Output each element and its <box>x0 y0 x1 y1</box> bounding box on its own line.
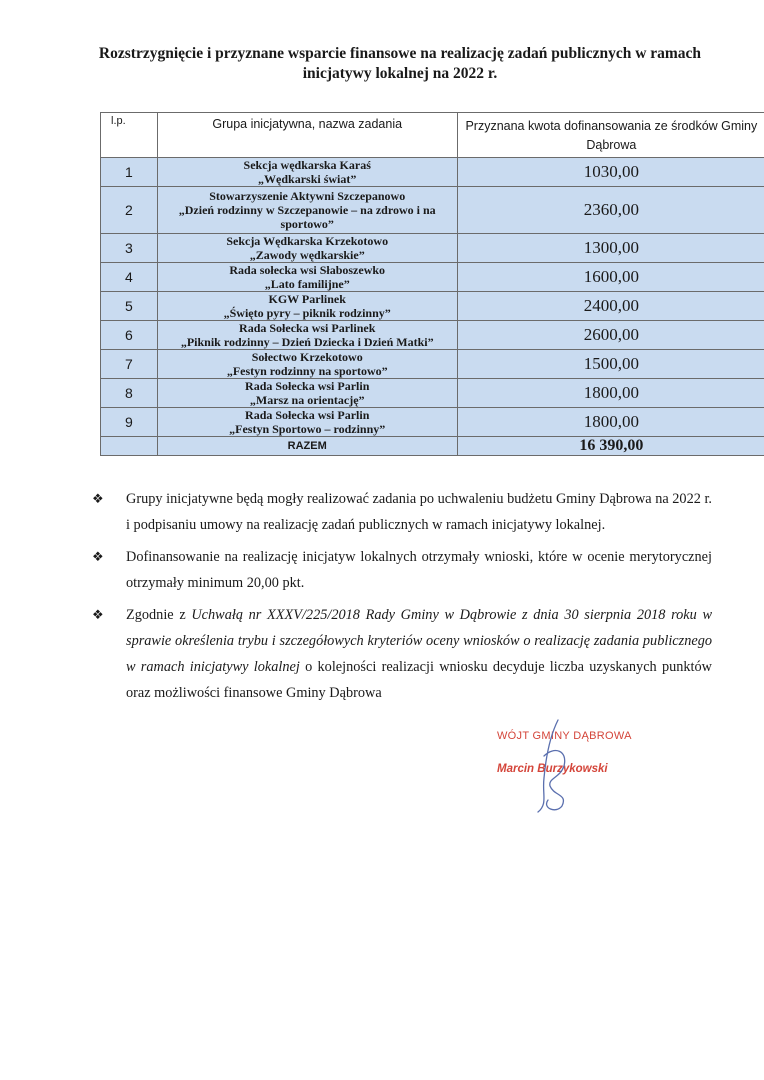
table-row <box>101 158 764 187</box>
row-task: „Festyn Sportowo – rodzinny” <box>229 422 386 436</box>
row-task: „Lato familijne” <box>264 277 350 291</box>
header-group-name: Grupa inicjatywna, nazwa zadania <box>157 113 457 158</box>
diamond-bullet-icon: ❖ <box>92 549 104 564</box>
row-group: Rada Sołecka wsi Parlin <box>245 379 370 393</box>
row-amount: 2400,00 <box>457 292 764 321</box>
table-row <box>101 379 764 408</box>
total-value: 16 390,00 <box>457 437 764 456</box>
notes-list <box>92 486 712 712</box>
note-text-suffix: o kolejności realizacji wniosku decyduje liczba uzyskanych punktów oraz możliwości finansowe Gminy Dąbrowa <box>126 659 713 701</box>
row-group-task <box>157 187 457 234</box>
table-row <box>101 234 764 263</box>
note-text-prefix: Zgodnie z <box>126 607 192 623</box>
header-amount: Przyznana kwota dofinansowania ze środków Gminy Dąbrowa <box>457 113 764 158</box>
row-group: Sołectwo Krzekotowo <box>251 350 363 364</box>
row-number: 9 <box>101 408 158 437</box>
row-amount: 1500,00 <box>457 350 764 379</box>
resolution-reference: Uchwałą nr XXXV/225/2018 Rady Gminy w Dąbrowie z dnia 30 sierpnia 2018 roku w sprawie określenia trybu i szczegółowych kryteriów oceny wniosków o realizację zadania publicznego w ramach inicjatywy lokalnej <box>126 607 712 675</box>
row-group: Rada Sołecka wsi Parlinek <box>239 321 376 335</box>
row-group: Stowarzyszenie Aktywni Szczepanowo <box>209 189 406 203</box>
row-task: „Dzień rodzinny w Szczepanowie – na zdrowo i na sportowo” <box>178 203 436 231</box>
table-row <box>101 350 764 379</box>
row-amount: 1030,00 <box>457 158 764 187</box>
diamond-bullet-icon: ❖ <box>92 607 104 622</box>
row-task: „Marsz na orientację” <box>249 393 365 407</box>
stamp-title: WÓJT GMINY DĄBROWA <box>497 730 632 742</box>
row-group-task <box>157 292 457 321</box>
row-amount: 1600,00 <box>457 263 764 292</box>
stamp-name: Marcin Burzykowski <box>497 763 608 775</box>
note-item <box>92 486 712 538</box>
diamond-bullet-icon: ❖ <box>92 491 104 506</box>
total-empty-cell <box>101 437 158 456</box>
row-amount: 1800,00 <box>457 379 764 408</box>
row-number: 8 <box>101 379 158 408</box>
row-amount: 2600,00 <box>457 321 764 350</box>
row-amount: 2360,00 <box>457 187 764 234</box>
row-task: „Piknik rodzinny – Dzień Dziecka i Dzień Matki” <box>180 335 434 349</box>
total-label: RAZEM <box>157 437 457 456</box>
row-number: 3 <box>101 234 158 263</box>
note-item <box>92 602 712 706</box>
row-number: 4 <box>101 263 158 292</box>
row-number: 5 <box>101 292 158 321</box>
table-row <box>101 408 764 437</box>
row-amount: 1800,00 <box>457 408 764 437</box>
row-group-task <box>157 158 457 187</box>
header-lp: l.p. <box>101 113 158 158</box>
row-amount: 1300,00 <box>457 234 764 263</box>
row-group: Rada sołecka wsi Słaboszewko <box>229 263 386 277</box>
total-row <box>101 437 764 456</box>
row-group-task <box>157 408 457 437</box>
row-group-task <box>157 263 457 292</box>
table-row <box>101 321 764 350</box>
table-row <box>101 263 764 292</box>
row-group-task <box>157 379 457 408</box>
row-group: Sekcja wędkarska Karaś <box>243 158 371 172</box>
table-row <box>101 187 764 234</box>
row-number: 1 <box>101 158 158 187</box>
row-number: 6 <box>101 321 158 350</box>
row-task: „Zawody wędkarskie” <box>249 248 365 262</box>
note-text: Dofinansowanie na realizację inicjatyw lokalnych otrzymały wnioski, które w ocenie merytorycznej otrzymały minimum 20,00 pkt. <box>126 549 712 591</box>
row-number: 7 <box>101 350 158 379</box>
row-group: Rada Sołecka wsi Parlin <box>245 408 370 422</box>
grants-table <box>100 112 764 456</box>
row-task: „Wędkarski świat” <box>258 172 357 186</box>
row-group-task <box>157 350 457 379</box>
row-group: KGW Parlinek <box>268 292 346 306</box>
note-text: Grupy inicjatywne będą mogły realizować zadania po uchwaleniu budżetu Gminy Dąbrowa na 2022 r. i podpisaniu umowy na realizację zadań publicznych w ramach inicjatywy lokalnej. <box>126 491 712 533</box>
row-group-task <box>157 321 457 350</box>
row-group: Sekcja Wędkarska Krzekotowo <box>226 234 389 248</box>
note-item <box>92 544 712 596</box>
table-header-row <box>101 113 764 158</box>
handwritten-signature-icon <box>520 716 580 816</box>
document-title: Rozstrzygnięcie i przyznane wsparcie finansowe na realizację zadań publicznych w ramach inicjatywy lokalnej na 2022 r. <box>98 45 702 82</box>
row-task: „Święto pyry – piknik rodzinny” <box>223 306 391 320</box>
row-task: „Festyn rodzinny na sportowo” <box>226 364 388 378</box>
row-group-task <box>157 234 457 263</box>
row-number: 2 <box>101 187 158 234</box>
table-row <box>101 292 764 321</box>
